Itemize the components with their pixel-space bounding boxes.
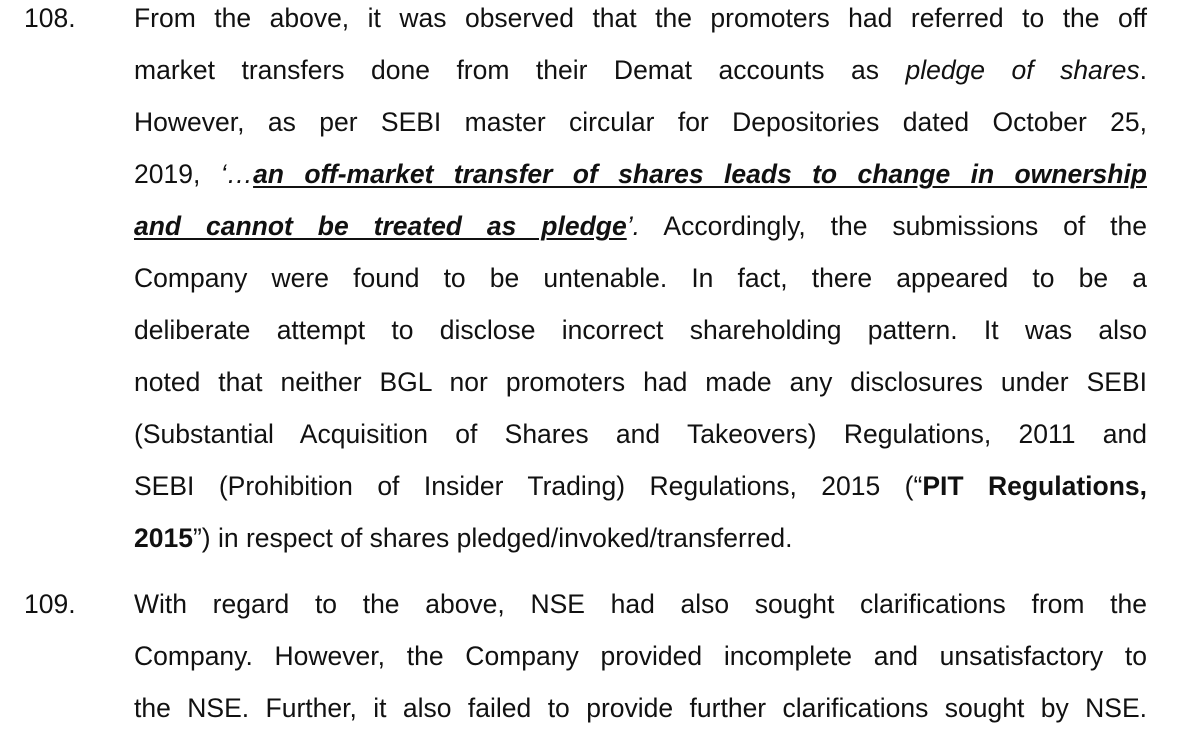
text-line xyxy=(134,148,1147,200)
quote-mark: ‘… xyxy=(220,159,254,189)
text-span: SEBI (Prohibition of Insider Trading) Regulations, 2015 (“ xyxy=(134,471,923,501)
text-span: Company. However, the Company provided incomplete and unsatisfactory to xyxy=(134,641,1147,671)
text-span: 2019, xyxy=(134,159,221,189)
text-span: From the above, it was observed that the promoters had referred to the off xyxy=(134,3,1147,33)
text-line xyxy=(134,460,1147,512)
text-line xyxy=(134,96,1147,148)
text-line xyxy=(134,512,1147,564)
text-span: noted that neither BGL nor promoters had made any disclosures under SEBI xyxy=(134,367,1147,397)
text-span: With regard to the above, NSE had also sought clarifications from the xyxy=(134,589,1147,619)
text-span: Accordingly, the submissions of the xyxy=(639,211,1147,241)
text-line xyxy=(134,0,1147,44)
text-line xyxy=(134,356,1147,408)
text-span: . xyxy=(1139,55,1147,85)
text-span: deliberate attempt to disclose incorrect shareholding pattern. It was also xyxy=(134,315,1147,345)
paragraph-number: 109. xyxy=(24,589,76,619)
emphasized-quote: an off-market transfer of shares leads to change in ownership xyxy=(253,159,1147,189)
quote-mark: ’. xyxy=(626,211,640,241)
text-span: However, as per SEBI master circular for Depositories dated October 25, xyxy=(134,107,1147,137)
text-span: the NSE. Further, it also failed to provide further clarifications sought by NSE. xyxy=(134,693,1147,723)
emphasized-quote: and cannot be treated as pledge xyxy=(134,211,627,241)
paragraph-number: 108. xyxy=(24,3,76,33)
bold-term: PIT Regulations, xyxy=(922,471,1147,501)
text-line xyxy=(134,252,1147,304)
text-span: (Substantial Acquisition of Shares and Takeovers) Regulations, 2011 and xyxy=(134,419,1147,449)
text-span: ”) in respect of shares pledged/invoked/transferred. xyxy=(192,523,793,553)
text-line xyxy=(134,408,1147,460)
text-line xyxy=(134,578,1147,630)
text-line xyxy=(134,630,1147,682)
text-span: Company were found to be untenable. In fact, there appeared to be a xyxy=(134,263,1147,293)
text-line xyxy=(134,200,1147,252)
text-line xyxy=(134,304,1147,356)
text-span: market transfers done from their Demat accounts as xyxy=(134,55,906,85)
italic-term: pledge of shares xyxy=(905,55,1140,85)
text-line xyxy=(134,44,1147,96)
bold-term: 2015 xyxy=(134,523,193,553)
text-line xyxy=(134,682,1147,734)
